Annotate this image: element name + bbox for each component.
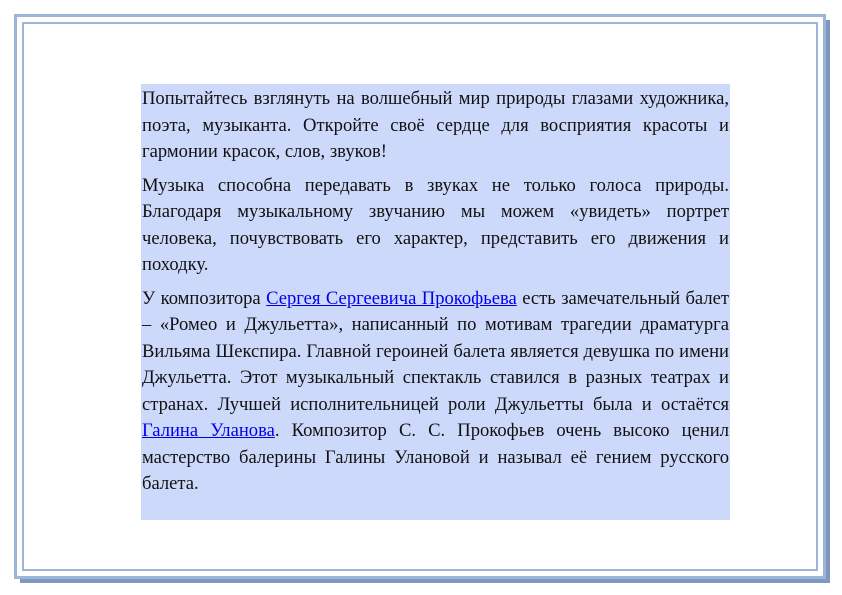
frame-shadow-bottom	[20, 579, 830, 583]
paragraph-ballet-text-middle: есть замечательный балет – «Ромео и Джульетта», написанный по мотивам трагедии драматурга Вильяма Шекспира. Главной героиней балета является девушка по имени Джульетта. Этот музыкальный спектакль ставился в разных театрах и странах. Лучшей исполнительницей роли Джульетты была и остаётся	[142, 287, 729, 415]
link-ulanova[interactable]: Галина Уланова	[142, 420, 275, 441]
paragraph-ballet-text-end: . Композитор С. С. Прокофьев очень высоко ценил мастерство балерины Галины Улановой и называл её гением русского балета.	[142, 420, 730, 494]
paragraph-intro: Попытайтесь взглянуть на волшебный мир природы глазами художника, поэта, музыканта. Откройте своё сердце для восприятия красоты и гармонии красок, слов, звуков!	[142, 88, 729, 162]
frame-shadow-right	[826, 20, 830, 583]
paragraph-music: Музыка способна передавать в звуках не только голоса природы. Благодаря музыкальному звучанию мы можем «увидеть» портрет человека, почувствовать его характер, представить его движения и походку.	[142, 174, 729, 275]
link-prokofiev[interactable]: Сергея Сергеевича Прокофьева	[266, 287, 517, 309]
paragraph-ballet	[142, 286, 729, 498]
highlighted-text-block	[141, 84, 730, 520]
paragraph-ballet-text-start: У композитора	[142, 287, 267, 309]
